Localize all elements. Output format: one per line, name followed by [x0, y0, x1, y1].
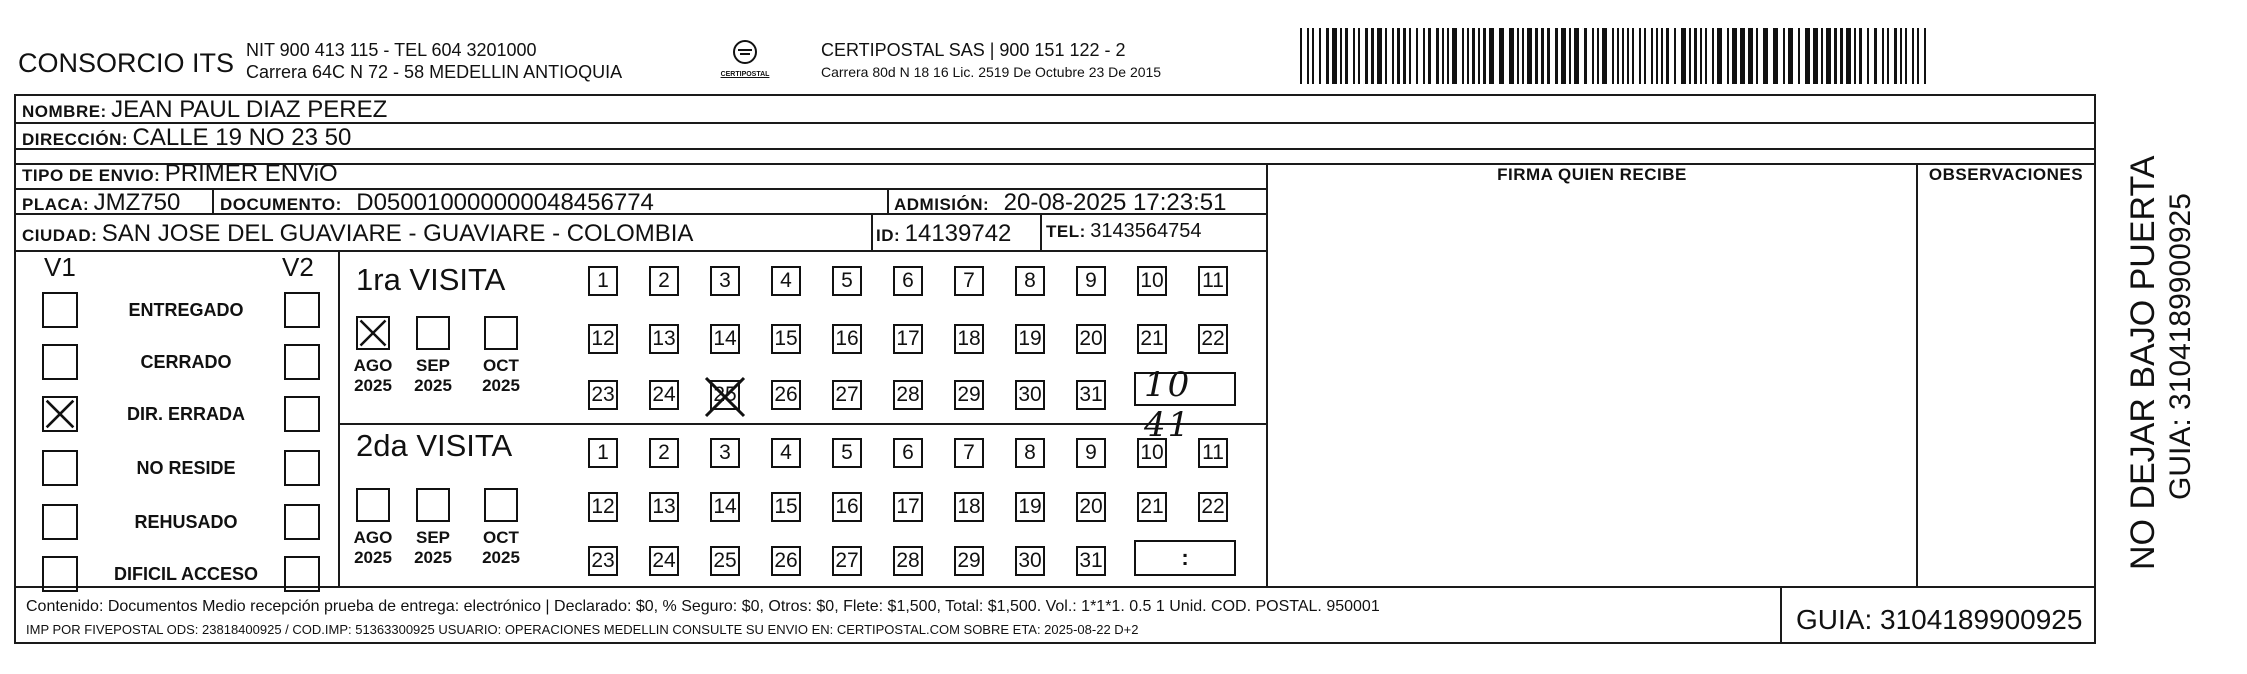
tel-value: 3143564754 [1090, 220, 1202, 242]
first-visit-day-box: 8 [1015, 266, 1045, 296]
tel-label: TEL: [1046, 222, 1086, 241]
first-visit-day-box: 5 [832, 266, 862, 296]
status-label: REHUSADO [134, 512, 238, 532]
tipo-envio-row [22, 160, 338, 188]
admision-label: ADMISIÓN: [894, 195, 990, 214]
status-v2-checkbox [284, 396, 320, 432]
first-visit-day-box: 24 [649, 380, 679, 410]
second-visit-day-box: 31 [1076, 546, 1106, 576]
first-visit-month-label: OCT 2025 [482, 356, 520, 395]
status-v2-checkbox [284, 344, 320, 380]
documento-label: DOCUMENTO: [220, 195, 342, 214]
second-time-separator: : [1181, 545, 1189, 570]
id-value: 14139742 [904, 220, 1012, 247]
second-visit-day-box: 3 [710, 438, 740, 468]
id-label: ID: [876, 226, 901, 245]
first-visit-day-box: 12 [588, 324, 618, 354]
nit-line: NIT 900 413 115 - TEL 604 3201000 [246, 40, 537, 60]
first-visit-day-box: 17 [893, 324, 923, 354]
first-visit-day-box: 25 [710, 380, 740, 410]
second-visit-day-box: 29 [954, 546, 984, 576]
second-visit-day-box: 17 [893, 492, 923, 522]
certipostal-line1: CERTIPOSTAL SAS | 900 151 122 - 2 [821, 40, 1126, 60]
second-visit-month-label: OCT 2025 [482, 528, 520, 567]
status-v2-checkbox [284, 450, 320, 486]
first-visit-day-box: 26 [771, 380, 801, 410]
second-visit-month-checkbox [416, 488, 450, 522]
second-visit-month-label: AGO 2025 [353, 528, 393, 567]
first-visit-day-box: 7 [954, 266, 984, 296]
firma-header: FIRMA QUIEN RECIBE [1497, 165, 1687, 184]
second-visit-month-label: SEP 2025 [414, 528, 452, 567]
side-guia: GUIA: 3104189900925 [2164, 193, 2197, 500]
first-visit-day-box: 6 [893, 266, 923, 296]
second-time-box [1134, 540, 1236, 576]
second-visit-day-box: 11 [1198, 438, 1228, 468]
first-visit-day-box: 11 [1198, 266, 1228, 296]
status-v1-checkbox [42, 504, 78, 540]
second-visit-day-box: 22 [1198, 492, 1228, 522]
direccion-label: DIRECCIÓN: [22, 130, 129, 149]
first-visit-day-box: 22 [1198, 324, 1228, 354]
second-visit-day-box: 16 [832, 492, 862, 522]
documento-value: D050010000000048456774 [356, 189, 654, 216]
footer-contenido: Contenido: Documentos Medio recepción prueba de entrega: electrónico | Declarado: $0, % Seguro: $0, Otros: $0, Flete: $1,500, Total: $1,500. Vol.: 1*1*1. 0.5 1 Unid. COD. POSTAL. 950001 [26, 598, 1380, 615]
id-cell [876, 220, 1011, 248]
second-visit-day-box: 28 [893, 546, 923, 576]
second-visit-day-box: 6 [893, 438, 923, 468]
first-visit-day-box: 1 [588, 266, 618, 296]
first-visit-day-box: 4 [771, 266, 801, 296]
second-visit-day-box: 10 [1137, 438, 1167, 468]
status-label: ENTREGADO [128, 300, 244, 320]
first-visit-day-box: 10 [1137, 266, 1167, 296]
second-visit-day-box: 2 [649, 438, 679, 468]
tel-cell [1046, 220, 1201, 243]
nombre-label: NOMBRE: [22, 102, 107, 121]
first-visit-month-checkbox [416, 316, 450, 350]
second-visit-day-box: 7 [954, 438, 984, 468]
second-visit-day-box: 21 [1137, 492, 1167, 522]
certipostal-line2: Carrera 80d N 18 16 Lic. 2519 De Octubre 23 De 2015 [821, 64, 1162, 80]
placa-value: JMZ750 [93, 189, 181, 216]
status-v1-checkbox [42, 556, 78, 592]
first-visit-month-label: SEP 2025 [414, 356, 452, 395]
tipo-envio-label: TIPO DE ENVIO: [22, 166, 161, 185]
side-no-dejar: NO DEJAR BAJO PUERTA [2124, 155, 2162, 570]
observaciones-header: OBSERVACIONES [1928, 165, 2084, 184]
logo-text: CERTIPOSTAL [720, 71, 770, 78]
placa-label: PLACA: [22, 195, 90, 214]
footer-imp: IMP POR FIVEPOSTAL ODS: 23818400925 / COD.IMP: 51363300925 USUARIO: OPERACIONES MEDELLIN CONSULTE SU ENVIO EN: CERTIPOSTAL.COM SOBRE ETA: 2025-08-22 D+2 [26, 622, 1139, 637]
nombre-row [22, 96, 387, 124]
status-label: DIFICIL ACCESO [113, 564, 258, 584]
second-visit-day-box: 30 [1015, 546, 1045, 576]
first-visit-title: 1ra VISITA [356, 262, 506, 297]
first-visit-day-box: 9 [1076, 266, 1106, 296]
second-visit-day-box: 9 [1076, 438, 1106, 468]
company-name: CONSORCIO ITS [18, 48, 235, 78]
first-visit-day-box: 16 [832, 324, 862, 354]
first-visit-day-box: 27 [832, 380, 862, 410]
second-visit-month-checkbox [484, 488, 518, 522]
status-v1-checkbox [42, 450, 78, 486]
placa-cell [22, 189, 180, 217]
ciudad-cell [22, 220, 693, 248]
first-visit-day-box: 23 [588, 380, 618, 410]
first-visit-day-box: 2 [649, 266, 679, 296]
status-label: CERRADO [140, 352, 232, 372]
second-visit-day-box: 14 [710, 492, 740, 522]
second-visit-day-box: 24 [649, 546, 679, 576]
status-label: DIR. ERRADA [126, 404, 245, 424]
status-v2-checkbox [284, 556, 320, 592]
second-visit-day-box: 19 [1015, 492, 1045, 522]
nombre-value: JEAN PAUL DIAZ PEREZ [111, 96, 388, 123]
first-visit-day-box: 13 [649, 324, 679, 354]
first-visit-month-label: AGO 2025 [353, 356, 393, 395]
v2-label: V2 [282, 252, 314, 282]
first-visit-month-checkbox [356, 316, 390, 350]
second-visit-month-checkbox [356, 488, 390, 522]
footer-guia: GUIA: 3104189900925 [1796, 604, 2083, 635]
status-v2-checkbox [284, 292, 320, 328]
barcode [1300, 28, 1940, 88]
handwritten-time [1134, 365, 1236, 445]
first-visit-month-checkbox [484, 316, 518, 350]
second-visit-day-box: 27 [832, 546, 862, 576]
status-v2-checkbox [284, 504, 320, 540]
v1-label: V1 [44, 252, 76, 282]
second-visit-day-box: 20 [1076, 492, 1106, 522]
status-v1-checkbox [42, 396, 78, 432]
status-v1-checkbox [42, 344, 78, 380]
day-cross-mark [702, 374, 748, 420]
status-v1-checkbox [42, 292, 78, 328]
first-visit-day-box: 31 [1076, 380, 1106, 410]
second-visit-day-box: 5 [832, 438, 862, 468]
direccion-value: CALLE 19 NO 23 50 [132, 124, 352, 151]
tipo-envio-value: PRIMER ENViO [164, 160, 338, 187]
first-visit-day-box: 3 [710, 266, 740, 296]
certipostal-logo [720, 38, 770, 86]
second-visit-day-box: 4 [771, 438, 801, 468]
first-visit-day-box: 15 [771, 324, 801, 354]
direccion-row [22, 124, 351, 152]
certipostal-logo-icon [730, 38, 760, 66]
first-visit-day-box: 14 [710, 324, 740, 354]
second-visit-day-box: 18 [954, 492, 984, 522]
second-visit-day-box: 1 [588, 438, 618, 468]
second-visit-day-box: 13 [649, 492, 679, 522]
first-visit-day-box: 28 [893, 380, 923, 410]
handwritten-time-value: 10 41 [1144, 365, 1192, 445]
second-visit-day-box: 15 [771, 492, 801, 522]
address-line: Carrera 64C N 72 - 58 MEDELLIN ANTIOQUIA [246, 62, 623, 82]
ciudad-value: SAN JOSE DEL GUAVIARE - GUAVIARE - COLOMBIA [101, 220, 694, 247]
first-visit-day-box: 21 [1137, 324, 1167, 354]
ciudad-label: CIUDAD: [22, 226, 98, 245]
second-visit-day-box: 25 [710, 546, 740, 576]
first-visit-day-box: 18 [954, 324, 984, 354]
second-visit-day-box: 26 [771, 546, 801, 576]
first-visit-day-box: 20 [1076, 324, 1106, 354]
second-visit-title: 2da VISITA [356, 428, 513, 463]
second-visit-day-box: 12 [588, 492, 618, 522]
first-visit-day-box: 29 [954, 380, 984, 410]
second-visit-day-box: 23 [588, 546, 618, 576]
status-label: NO RESIDE [136, 458, 236, 478]
documento-cell [220, 189, 654, 217]
second-visit-day-box: 8 [1015, 438, 1045, 468]
admision-value: 20-08-2025 17:23:51 [1003, 189, 1227, 216]
first-visit-day-box: 30 [1015, 380, 1045, 410]
admision-cell [894, 189, 1226, 217]
first-visit-day-box: 19 [1015, 324, 1045, 354]
